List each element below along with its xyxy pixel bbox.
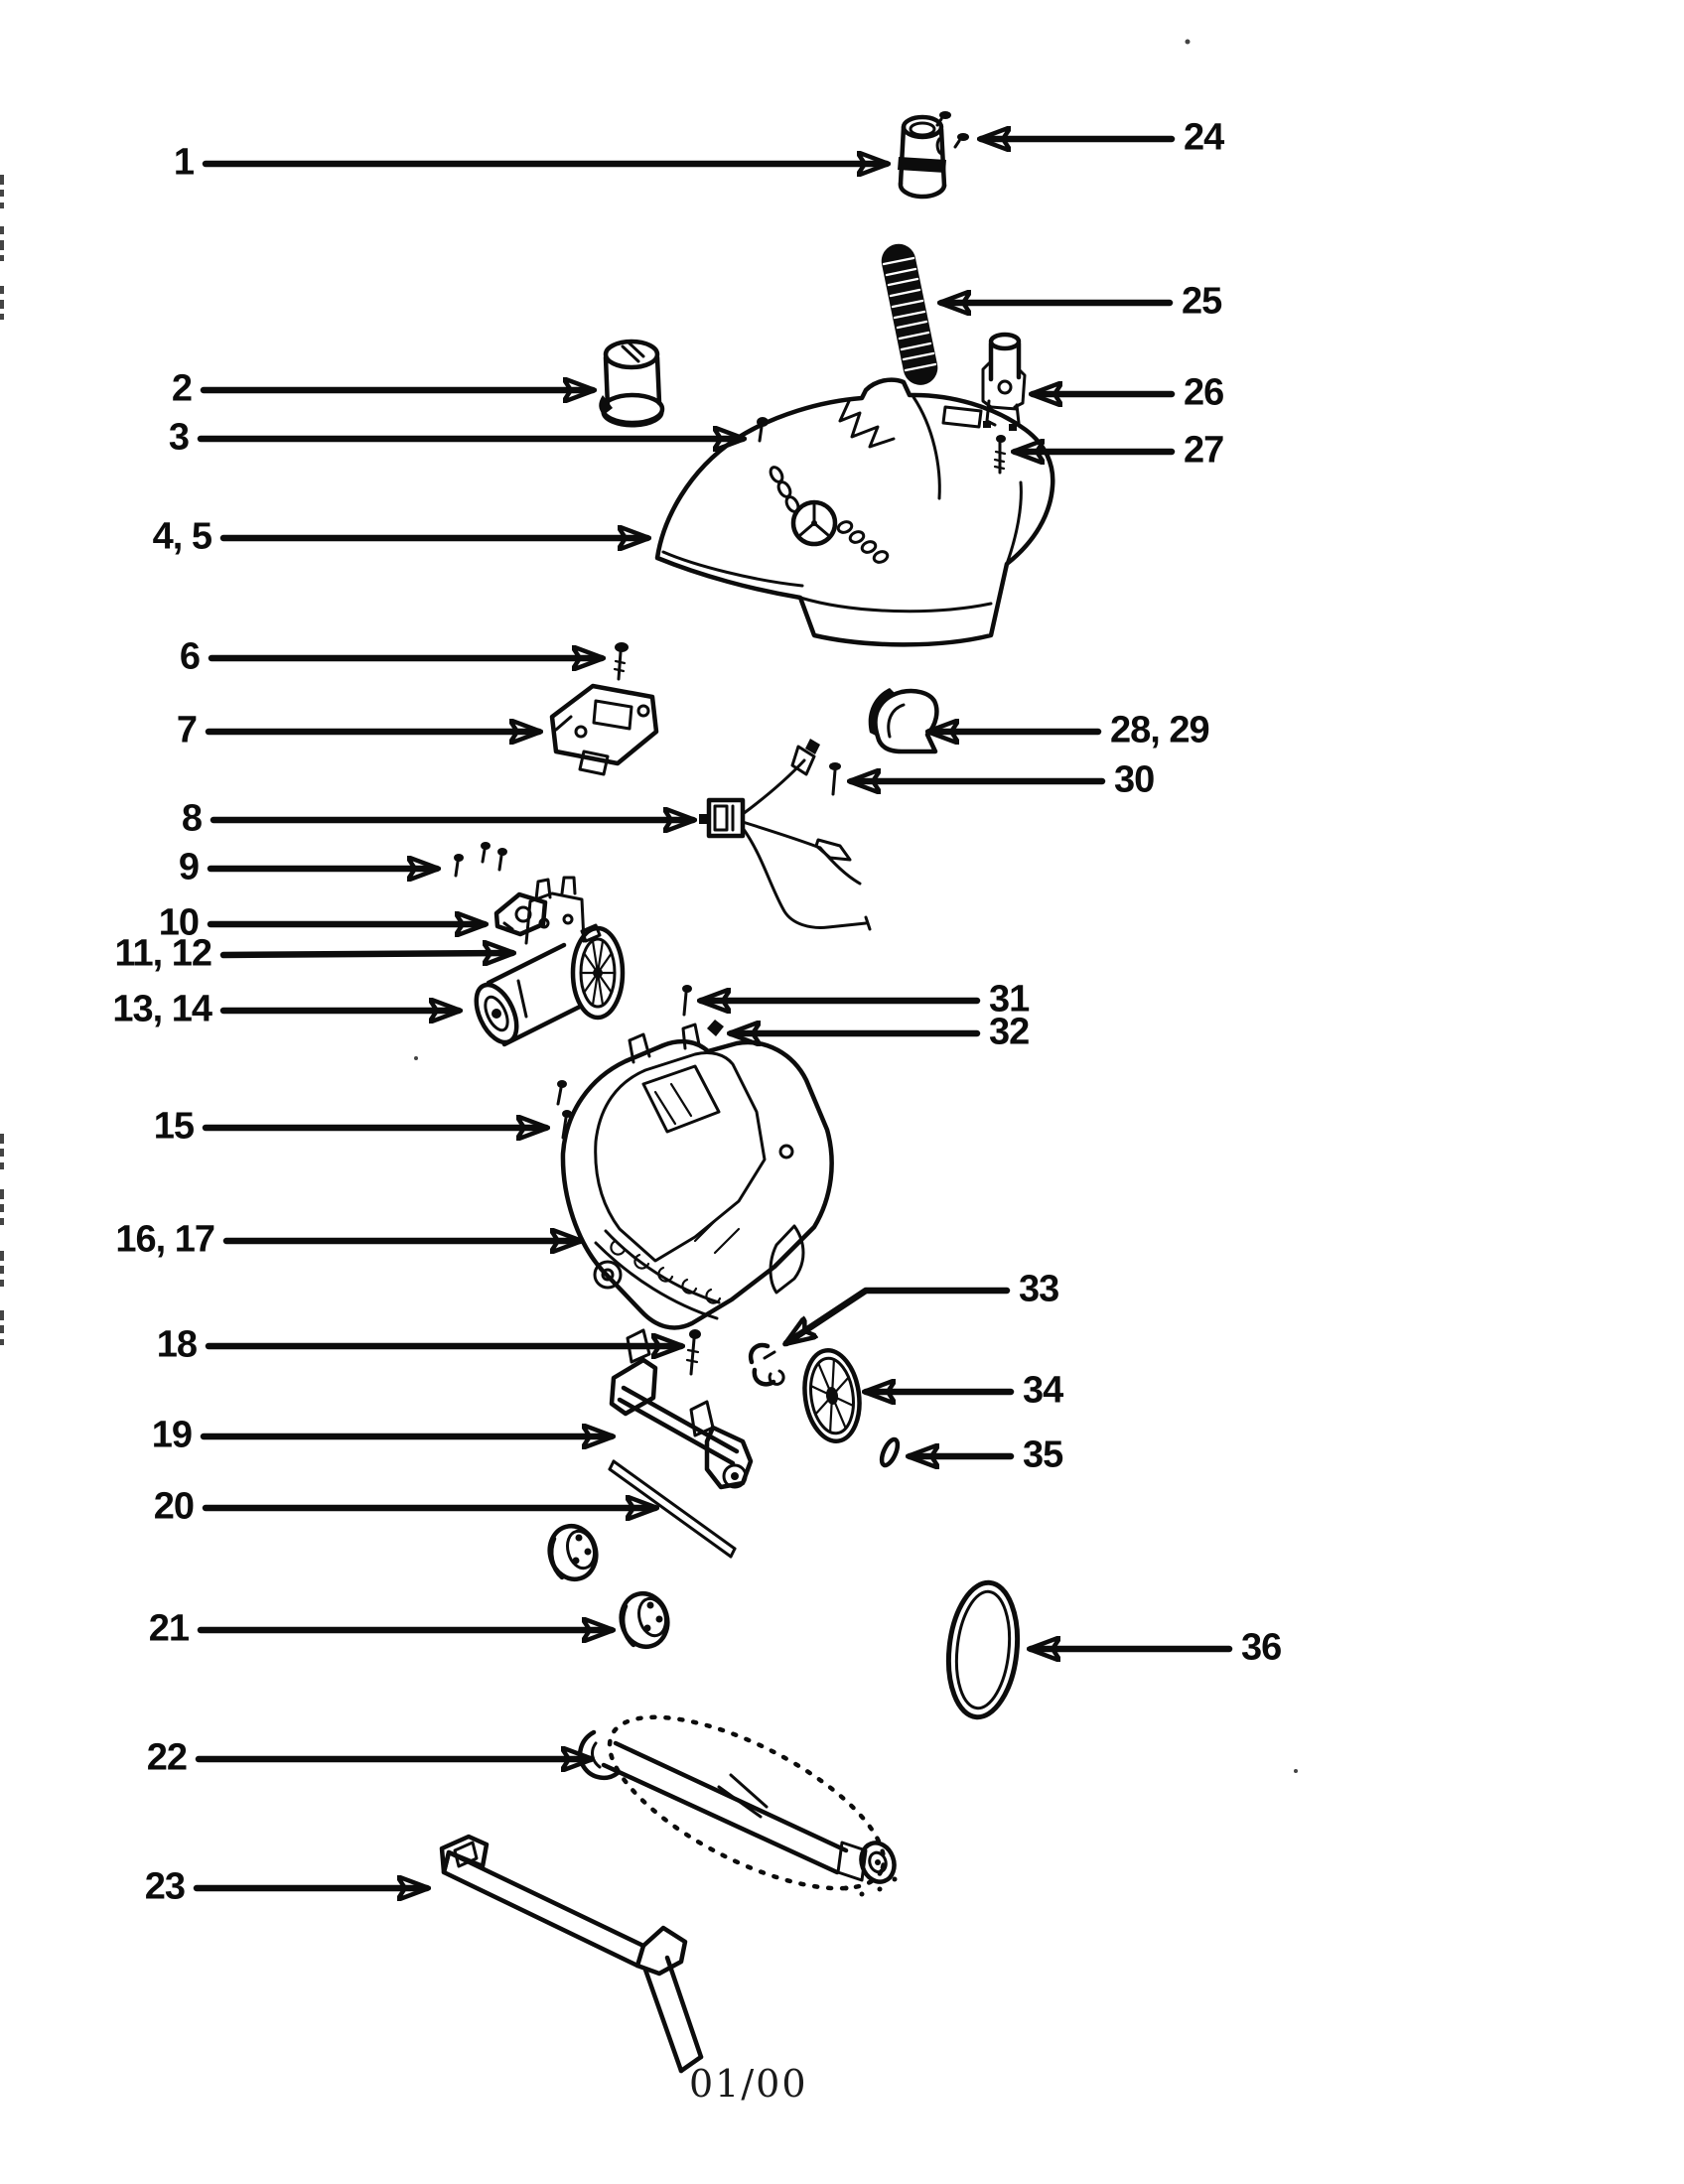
part-31-screw-drawing <box>682 985 692 1015</box>
callout-30-label: 30 <box>1114 758 1155 801</box>
callout-20-label: 20 <box>153 1485 194 1528</box>
callout-31-label: 31 <box>989 978 1030 1021</box>
part-1-swivel-neck-drawing <box>898 117 946 197</box>
part-8-wiring-harness-drawing <box>699 739 870 929</box>
part-30-screw-drawing <box>829 762 841 794</box>
callout-16-17-label: 16, 17 <box>115 1218 214 1261</box>
callout-24-label: 24 <box>1184 116 1224 159</box>
callout-11-12-label: 11, 12 <box>114 932 211 975</box>
part-28-29-belt-guard-drawing <box>869 688 937 751</box>
callout-2-label: 2 <box>171 367 192 410</box>
part-18-screw-drawing <box>687 1329 701 1374</box>
callout-arrows <box>197 139 1229 1888</box>
part-7-switch-housing-drawing <box>552 686 656 774</box>
callout-33-label: 33 <box>1019 1268 1059 1310</box>
part-22-brushroll-drawing <box>580 1683 908 1922</box>
callout-32-label: 32 <box>989 1011 1030 1053</box>
callout-21-label: 21 <box>148 1607 189 1650</box>
callout-33-arrow <box>786 1291 1007 1343</box>
callout-28-29-label: 28, 29 <box>1110 709 1209 751</box>
part-10-plate-drawing <box>496 894 545 934</box>
part-33-clamp-drawing <box>751 1345 783 1384</box>
callout-9-label: 9 <box>178 846 199 888</box>
callout-8-label: 8 <box>181 797 202 840</box>
part-9-screws-drawing <box>454 842 507 876</box>
callout-7-label: 7 <box>176 709 197 751</box>
part-16-17-base-housing-drawing <box>563 1024 832 1327</box>
callout-6-label: 6 <box>179 635 200 678</box>
part-34-wheel-drawing <box>799 1347 865 1445</box>
part-35-retainer-drawing <box>879 1437 901 1467</box>
callout-25-label: 25 <box>1182 280 1222 323</box>
callout-27-label: 27 <box>1184 429 1224 472</box>
callout-10-label: 10 <box>158 901 199 944</box>
callout-3-label: 3 <box>168 416 189 459</box>
part-6-screw-drawing <box>615 642 629 679</box>
part-15-screws-drawing <box>557 1080 572 1138</box>
callout-22-label: 22 <box>146 1736 187 1779</box>
part-4-5-hood-drawing <box>657 380 1052 645</box>
part-2-hose-connector-drawing <box>599 341 662 426</box>
callout-34-label: 34 <box>1023 1369 1063 1412</box>
callout-1-label: 1 <box>173 141 194 184</box>
part-25-hose-drawing <box>882 244 938 385</box>
part-32-clip-drawing <box>707 1020 724 1036</box>
callout-4-5-label: 4, 5 <box>152 515 211 558</box>
part-27-screw-drawing <box>995 435 1006 473</box>
callout-26-label: 26 <box>1184 371 1224 414</box>
callout-11-12-arrow <box>223 953 512 955</box>
callout-18-label: 18 <box>156 1323 197 1366</box>
part-19-brush-support-drawing <box>612 1330 751 1487</box>
callout-19-label: 19 <box>151 1414 192 1456</box>
revision-date: 01/00 <box>689 2062 808 2106</box>
part-23-bottom-plate-drawing <box>442 1837 701 2071</box>
callout-15-label: 15 <box>153 1105 194 1148</box>
callout-13-14-label: 13, 14 <box>112 988 211 1030</box>
callout-35-label: 35 <box>1023 1433 1063 1476</box>
callout-23-label: 23 <box>144 1865 185 1908</box>
part-36-belt-drawing <box>942 1579 1024 1720</box>
callout-36-label: 36 <box>1241 1626 1282 1669</box>
